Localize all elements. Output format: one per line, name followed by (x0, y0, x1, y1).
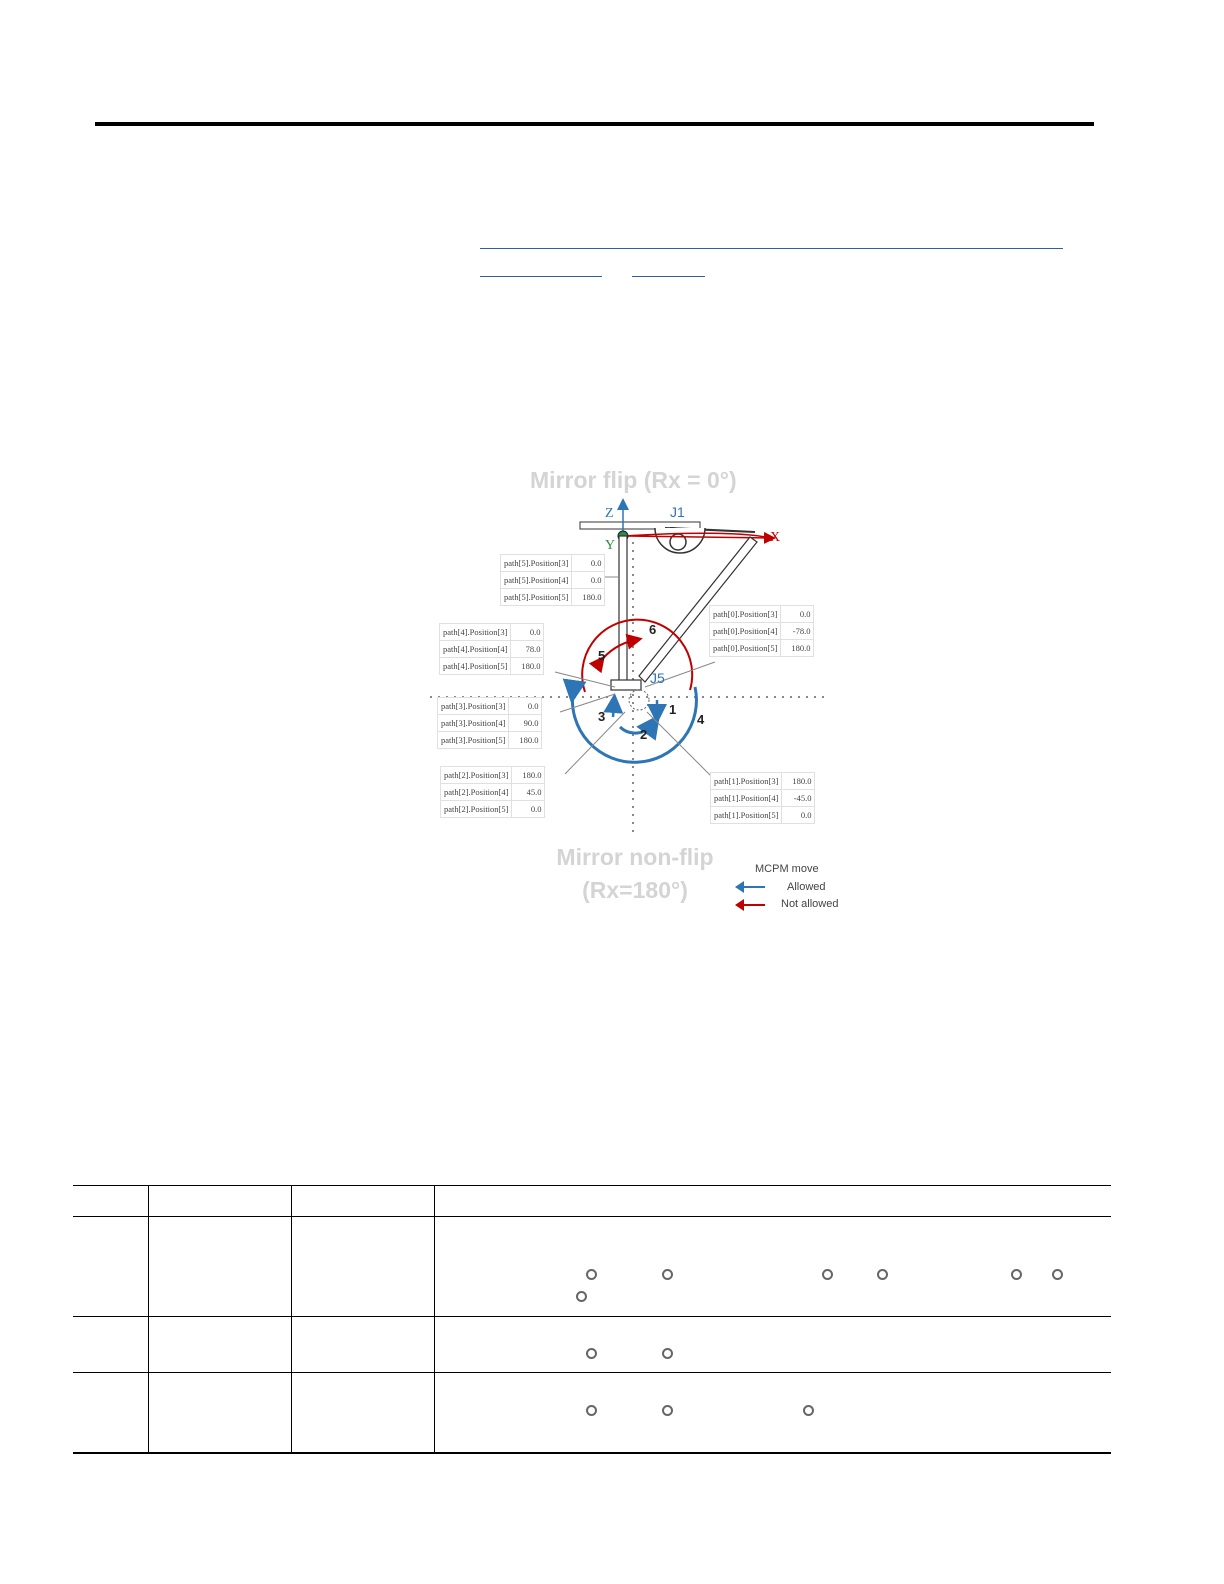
title-mirror-nonflip (545, 844, 725, 904)
table-cell: path[1].Position[5] (711, 807, 782, 824)
move-label-2: 2 (640, 727, 648, 742)
table-cell (148, 1217, 291, 1317)
table-cell (73, 1317, 148, 1373)
table-cell: -45.0 (782, 790, 815, 807)
legend-allowed-label: Allowed (787, 881, 826, 893)
robot-vertical-link (619, 536, 627, 686)
table-cell (291, 1317, 434, 1373)
joint-j1-label: J1 (670, 504, 685, 520)
title-nonflip-line1: Mirror non-flip (556, 844, 714, 870)
table-cell: path[4].Position[4] (440, 641, 511, 658)
bullet-icon (662, 1269, 673, 1280)
header-cell (148, 1186, 291, 1217)
table-cell (148, 1317, 291, 1373)
bullet-icon (877, 1269, 888, 1280)
bullet-icon (586, 1269, 597, 1280)
bullet-icon (586, 1405, 597, 1416)
table-cell: 45.0 (512, 784, 545, 801)
table-cell: 180.0 (512, 767, 545, 784)
axis-y-label: Y (605, 538, 616, 553)
path0-table (709, 605, 814, 657)
table-cell: path[5].Position[4] (501, 572, 572, 589)
move-label-4: 4 (697, 712, 705, 727)
bullet-icon (586, 1348, 597, 1359)
table-cell: 180.0 (782, 773, 815, 790)
legend-title: MCPM move (755, 863, 819, 875)
path2-table (440, 766, 545, 818)
legend-allowed-arrow (737, 886, 765, 888)
table-cell: path[4].Position[3] (440, 624, 511, 641)
table-cell (434, 1373, 1111, 1453)
move-label-5: 5 (598, 648, 606, 663)
table-header-row (73, 1186, 1111, 1217)
leader-path2 (565, 712, 625, 774)
table-cell: path[4].Position[5] (440, 658, 511, 675)
axis-x-label: X (770, 530, 781, 545)
table-cell: 90.0 (509, 715, 542, 732)
table-cell: 78.0 (511, 641, 544, 658)
table-cell: 0.0 (512, 801, 545, 818)
table-cell (434, 1217, 1111, 1317)
table-cell: path[0].Position[5] (710, 640, 781, 657)
table-cell: path[1].Position[3] (711, 773, 782, 790)
legend-not-allowed-arrow (737, 904, 765, 906)
j5-joint (629, 690, 649, 710)
bullet-icon (803, 1405, 814, 1416)
table-cell (291, 1217, 434, 1317)
link-underline-1[interactable] (480, 248, 1063, 249)
path5-table (500, 554, 605, 606)
link-underline-2[interactable] (480, 276, 602, 277)
move-label-1: 1 (669, 702, 677, 717)
bullet-icon (576, 1291, 587, 1302)
table-cell: path[5].Position[3] (501, 555, 572, 572)
bullet-icon (662, 1348, 673, 1359)
table-cell: 0.0 (511, 624, 544, 641)
table-cell: 180.0 (509, 732, 542, 749)
joint-j5-label: J5 (650, 670, 665, 686)
bullet-icon (822, 1269, 833, 1280)
table-cell: 180.0 (511, 658, 544, 675)
table-cell (73, 1217, 148, 1317)
link-underline-3[interactable] (632, 276, 705, 277)
table-cell: path[5].Position[5] (501, 589, 572, 606)
legend-not-allowed-label: Not allowed (781, 898, 839, 910)
path4-table (439, 623, 544, 675)
title-nonflip-line2: (Rx=180°) (582, 877, 688, 903)
header-cell (434, 1186, 1111, 1217)
table-cell: 180.0 (781, 640, 814, 657)
table-cell: path[2].Position[4] (441, 784, 512, 801)
leader-path4 (555, 672, 615, 687)
arc-move-5 (600, 640, 635, 662)
table-cell (434, 1317, 1111, 1373)
table-cell (291, 1373, 434, 1453)
table-cell: 0.0 (572, 555, 605, 572)
x-axis-arrow (625, 536, 770, 538)
arc-move-2 (620, 724, 653, 733)
header-cell (291, 1186, 434, 1217)
table-cell (73, 1373, 148, 1453)
table-cell: path[3].Position[3] (438, 698, 509, 715)
table-cell: -78.0 (781, 623, 814, 640)
table-cell: 0.0 (782, 807, 815, 824)
table-cell (148, 1373, 291, 1453)
bullet-icon (1011, 1269, 1022, 1280)
leader-path1 (647, 712, 715, 780)
arc-move-4 (572, 687, 696, 762)
table-cell: 0.0 (509, 698, 542, 715)
table-cell: path[2].Position[3] (441, 767, 512, 784)
table-cell: path[1].Position[4] (711, 790, 782, 807)
table-cell: 0.0 (572, 572, 605, 589)
table-row (73, 1217, 1111, 1317)
end-effector (611, 680, 641, 690)
bullet-icon (1052, 1269, 1063, 1280)
table-cell: path[0].Position[3] (710, 606, 781, 623)
title-mirror-flip: Mirror flip (Rx = 0°) (530, 467, 737, 493)
path3-table (437, 697, 542, 749)
leader-path3 (560, 694, 615, 712)
table-cell: 0.0 (781, 606, 814, 623)
bullet-icon (662, 1405, 673, 1416)
header-rule (95, 122, 1094, 126)
axis-z-label: Z (605, 506, 614, 521)
mirror-flip-figure (425, 462, 865, 922)
path1-table (710, 772, 815, 824)
table-cell: path[2].Position[5] (441, 801, 512, 818)
move-label-3: 3 (598, 709, 606, 724)
table-row (73, 1317, 1111, 1373)
table-cell: path[0].Position[4] (710, 623, 781, 640)
table-cell: path[3].Position[4] (438, 715, 509, 732)
move-label-6: 6 (649, 622, 657, 637)
table-cell: path[3].Position[5] (438, 732, 509, 749)
arc-move-3 (613, 703, 614, 717)
header-cell (73, 1186, 148, 1217)
table-cell: 180.0 (572, 589, 605, 606)
